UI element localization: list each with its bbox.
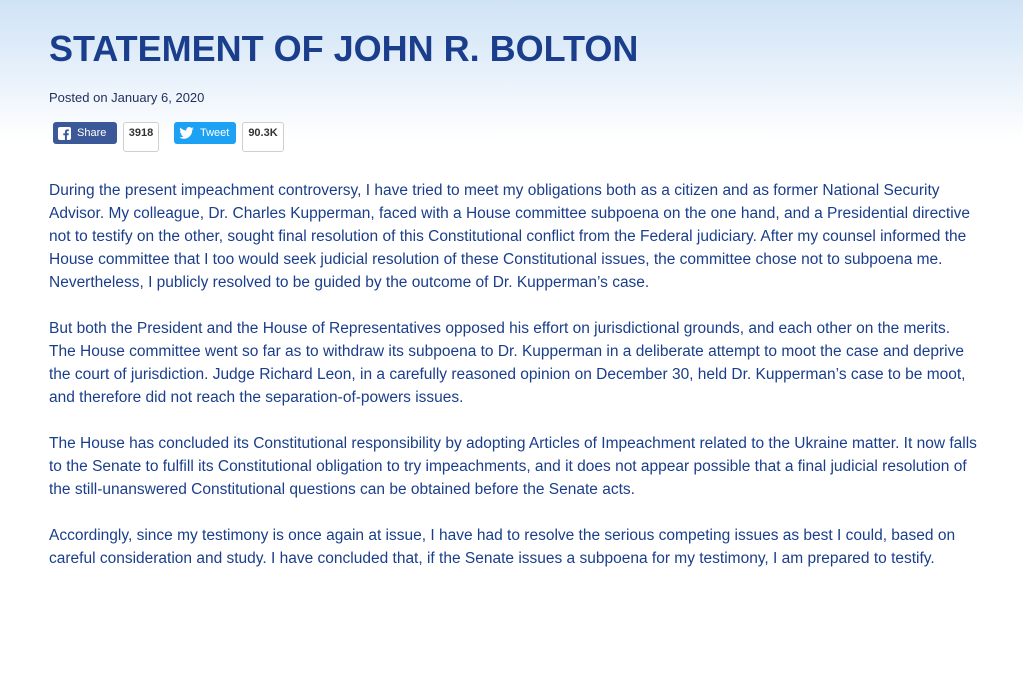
twitter-tweet-button[interactable] <box>174 122 236 144</box>
facebook-share-count: 3918 <box>123 122 159 152</box>
article-paragraph: Accordingly, since my testimony is once again at issue, I have had to resolve the serious competing issues as best I could, based on careful consideration and study. I have concluded that, if the Senate issues a subpoena for my testimony, I am prepared to testify. <box>49 527 956 567</box>
posted-date: Posted on January 6, 2020 <box>49 90 205 105</box>
facebook-share-label: Share <box>77 127 107 139</box>
twitter-icon <box>179 127 194 139</box>
article <box>49 0 979 570</box>
share-bar <box>49 122 979 152</box>
page-title: STATEMENT OF JOHN R. BOLTON <box>49 28 639 69</box>
article-paragraph: But both the President and the House of Representatives opposed his effort on jurisdictional grounds, and each other on the merits. The House committee went so far as to withdraw its subpoena to Dr. Kupperman in a deliberate attempt to moot the case and deprive the court of jurisdiction. Judge Richard Leon, in a carefully reasoned opinion on December 30, held Dr. Kupperman’s case to be moot, and therefore did not reach the separation-of-powers issues. <box>49 320 966 406</box>
article-paragraph: During the present impeachment controversy, I have tried to meet my obligations both as a citizen and as former National Security Advisor. My colleague, Dr. Charles Kupperman, faced with a House committee subpoena on the one hand, and a Presidential directive not to testify on the other, sought final resolution of this Constitutional conflict from the Federal judiciary. After my counsel informed the House committee that I too would seek judicial resolution of these Constitutional issues, the committee chose not to subpoena me. Nevertheless, I publicly resolved to be guided by the outcome of Dr. Kupperman’s case. <box>49 182 971 291</box>
facebook-icon <box>58 127 71 140</box>
article-paragraph: The House has concluded its Constitutional responsibility by adopting Articles of Impeachment related to the Ukraine matter. It now falls to the Senate to fulfill its Constitutional obligation to try impeachments, and it does not appear possible that a final judicial resolution of the still-unanswered Constitutional questions can be obtained before the Senate acts. <box>49 435 977 498</box>
facebook-share-button[interactable] <box>53 122 117 144</box>
twitter-tweet-label: Tweet <box>200 127 230 139</box>
twitter-tweet-count: 90.3K <box>242 122 284 152</box>
